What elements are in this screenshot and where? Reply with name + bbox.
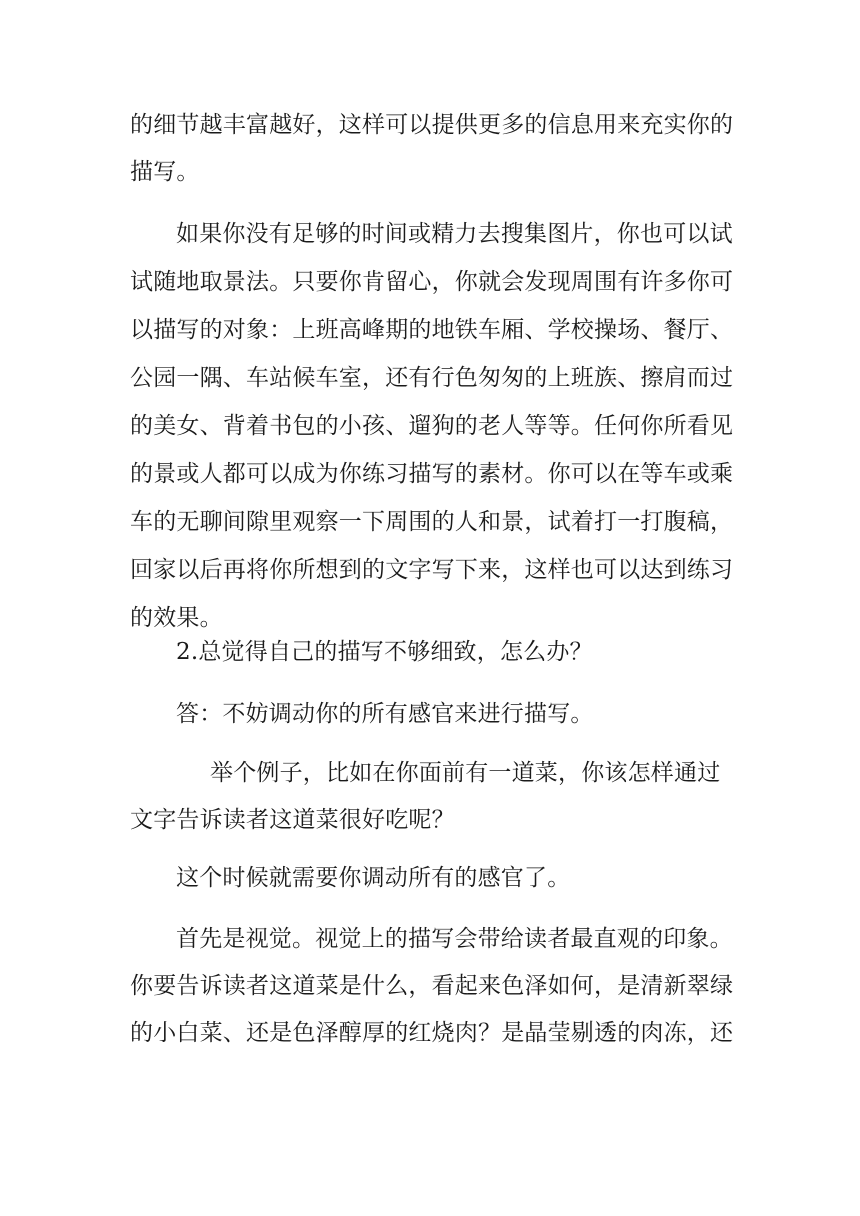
paragraph-line: 这个时候就需要你调动所有的感官了。	[176, 865, 571, 891]
text-line: 描写。	[130, 159, 200, 185]
text-line: 的美女、背着书包的小孩、遛狗的老人等等。任何你所看见	[130, 413, 734, 439]
text-line: 的效果。	[130, 605, 223, 631]
text-line: 的小白菜、还是色泽醇厚的红烧肉？是晶莹剔透的肉冻，还	[130, 1020, 734, 1046]
paragraph-first-line: 如果你没有足够的时间或精力去搜集图片，你也可以试	[176, 221, 733, 247]
text-line: 回家以后再将你所想到的文字写下来，这样也可以达到练习	[130, 557, 734, 583]
question-heading: 2.总觉得自己的描写不够细致，怎么办？	[176, 639, 593, 665]
text-line: 以描写的对象：上班高峰期的地铁车厢、学校操场、餐厅、	[130, 317, 734, 343]
text-line: 车的无聊间隙里观察一下周围的人和景，试着打一打腹稿，	[130, 509, 734, 535]
paragraph-first-line: 首先是视觉。视觉上的描写会带给读者最直观的印象。	[176, 926, 733, 952]
text-line: 的景或人都可以成为你练习描写的素材。你可以在等车或乘	[130, 461, 734, 487]
text-line: 试随地取景法。只要你肯留心，你就会发现周围有许多你可	[130, 269, 734, 295]
text-line: 文字告诉读者这道菜很好吃呢？	[130, 807, 455, 833]
answer-line: 答：不妨调动你的所有感官来进行描写。	[176, 701, 594, 727]
paragraph-first-line: 举个例子，比如在你面前有一道菜，你该怎样通过	[210, 760, 721, 786]
text-line: 公园一隅、车站候车室，还有行色匆匆的上班族、擦肩而过	[130, 365, 734, 391]
text-line: 你要告诉读者这道菜是什么，看起来色泽如何，是清新翠绿	[130, 973, 734, 999]
text-line: 的细节越丰富越好，这样可以提供更多的信息用来充实你的	[130, 112, 734, 138]
